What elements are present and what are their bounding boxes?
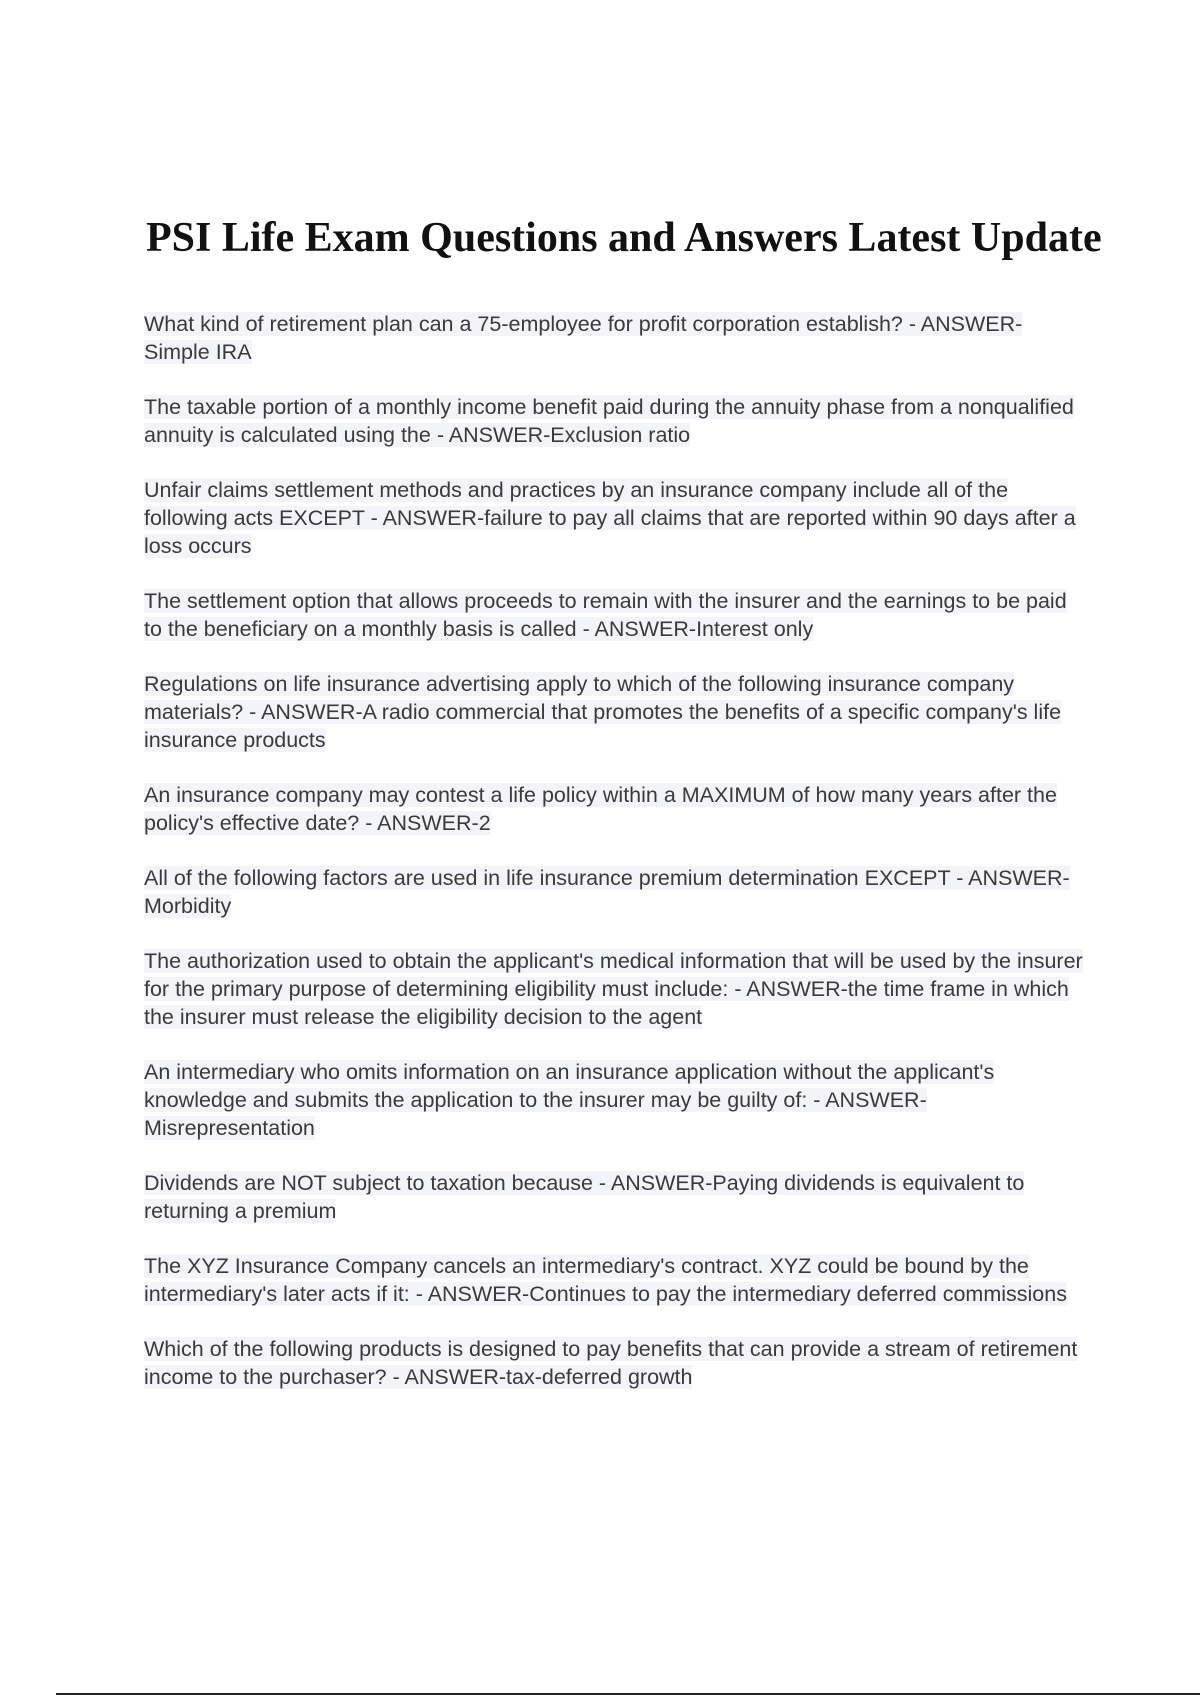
qa-text: Regulations on life insurance advertising apply to which of the following insurance company materials? - ANSWER-A radio commercial that promotes the benefits of a specific company's life insurance products: [144, 672, 1062, 752]
qa-item: [144, 310, 1084, 366]
qa-text: An intermediary who omits information on an insurance application without the applicant's knowledge and submits the application to the insurer may be guilty of: - ANSWER-Misrepresentation: [144, 1060, 995, 1140]
qa-item: [144, 864, 1084, 920]
qa-text: The XYZ Insurance Company cancels an intermediary's contract. XYZ could be bound by the intermediary's later acts if it: - ANSWER-Continues to pay the intermediary deferred commissions: [144, 1254, 1067, 1306]
document-title: PSI Life Exam Questions and Answers Latest Update: [146, 215, 1102, 261]
qa-item: [144, 476, 1084, 560]
qa-text: The authorization used to obtain the applicant's medical information that will be used by the insurer for the primary purpose of determining eligibility must include: - ANSWER-the time frame in which the insurer must release the eligibility decision to the agent: [144, 949, 1083, 1029]
qa-text: The taxable portion of a monthly income benefit paid during the annuity phase from a nonqualified annuity is calculated using the - ANSWER-Exclusion ratio: [144, 395, 1074, 447]
qa-text: All of the following factors are used in life insurance premium determination EXCEPT - ANSWER-Morbidity: [144, 866, 1070, 918]
qa-item: [144, 587, 1084, 643]
qa-item: [144, 393, 1084, 449]
qa-item: [144, 781, 1084, 837]
qa-text: Which of the following products is designed to pay benefits that can provide a stream of retirement income to the purchaser? - ANSWER-tax-deferred growth: [144, 1337, 1078, 1389]
qa-text: What kind of retirement plan can a 75-employee for profit corporation establish? - ANSWER-Simple IRA: [144, 312, 1023, 364]
qa-item: [144, 1058, 1084, 1142]
qa-item: [144, 1169, 1084, 1225]
qa-text: The settlement option that allows proceeds to remain with the insurer and the earnings to be paid to the beneficiary on a monthly basis is called - ANSWER-Interest only: [144, 589, 1067, 641]
qa-list: [144, 310, 1084, 1418]
qa-text: An insurance company may contest a life policy within a MAXIMUM of how many years after the policy's effective date? - ANSWER-2: [144, 783, 1057, 835]
footer-divider: [56, 1693, 1200, 1695]
qa-text: Dividends are NOT subject to taxation because - ANSWER-Paying dividends is equivalent to returning a premium: [144, 1171, 1025, 1223]
qa-item: [144, 947, 1084, 1031]
qa-item: [144, 1252, 1084, 1308]
qa-item: [144, 670, 1084, 754]
qa-text: Unfair claims settlement methods and practices by an insurance company include all of the following acts EXCEPT - ANSWER-failure to pay all claims that are reported within 90 days after a loss occurs: [144, 478, 1076, 558]
qa-item: [144, 1335, 1084, 1391]
